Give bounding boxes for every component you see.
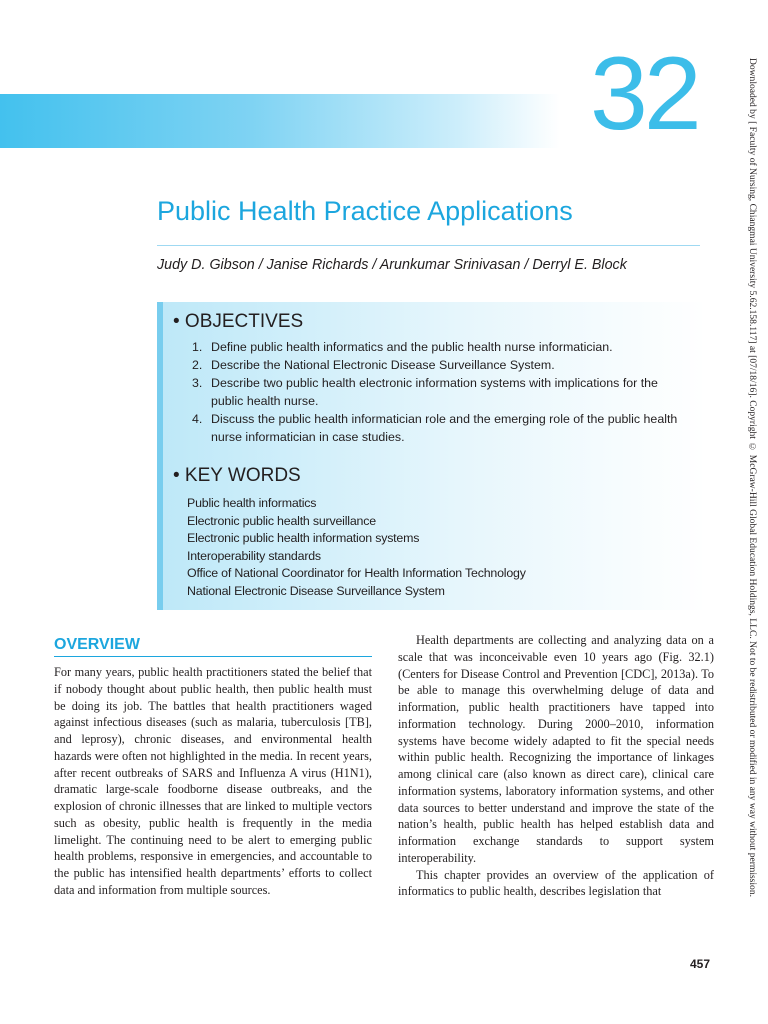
chapter-number: 32 <box>590 36 698 152</box>
copyright-notice <box>745 58 759 966</box>
objective-item: 4. Discuss the public health informatician role and the emerging role of the public health nurse informatician in case studies. <box>192 412 678 444</box>
page-number: 457 <box>690 957 711 971</box>
overview-heading: OVERVIEW <box>54 636 140 653</box>
key-words-list <box>187 495 526 601</box>
key-word-item: National Electronic Disease Surveillance System <box>187 583 445 598</box>
key-word-item: Interoperability standards <box>187 548 321 563</box>
objectives-list <box>192 338 692 446</box>
objective-item: 2. Describe the National Electronic Disease Surveillance System. <box>192 358 555 372</box>
copyright-text: Downloaded by [ Faculty of Nursing, Chiangmai University 5.62.158.117] at [07/18/16]. Copyright © McGraw-Hill Global Education Holdings, LLC. Not to be redistributed or modified in any way without permission. <box>747 58 758 897</box>
left-column <box>54 664 372 899</box>
objectives-heading: • OBJECTIVES <box>173 311 304 332</box>
objective-item: 3. Describe two public health electronic information systems with implications for the public health nurse. <box>192 376 658 408</box>
title-divider <box>157 245 700 246</box>
overview-divider <box>54 656 372 657</box>
chapter-header-band <box>0 94 560 148</box>
key-word-item: Office of National Coordinator for Health Information Technology <box>187 566 526 581</box>
key-word-item: Public health informatics <box>187 496 317 510</box>
overview-paragraph: For many years, public health practitioners stated the belief that if nobody thought about public health, then public health must be doing its job. The battles that health practitioners waged against infectious diseases (such as malaria, tuberculosis [TB], and leprosy), chronic diseases, and environmental health hazards were often not highlighted in the media. In recent years, after recent outbreaks of SARS and Influenza A virus (H1N1), dramatic large-scale foodborne disease outbreaks, and the explosion of chronic illnesses that are linked to multiple vectors such as obesity, public health is frequently in the media limelight. The continuing need to be alert to emerging public health problems, responsive in emergencies, and accountable to the public has intensified health departments’ efforts to collect data and information from multiple sources. <box>54 665 372 897</box>
body-paragraph: Health departments are collecting and analyzing data on a scale that was inconceivable even 10 years ago (Fig. 32.1) (Centers for Disease Control and Prevention [CDC], 2013a). To be able to manage this overwhelming deluge of data and information, public health practitioners have tapped into information technology. During 2000–2010, information systems have become widely adapted to fit the special needs within public health. Recognizing the importance of linkages among clinical care (also known as direct care), clinical care information systems, laboratory information systems, and other data sources to better understand and improve the state of the nation’s health, public health has helped establish data and information exchange standards to support system interoperability. <box>398 633 714 865</box>
key-word-item: Electronic public health surveillance <box>187 513 376 528</box>
key-word-item: Electronic public health information systems <box>187 531 420 546</box>
objective-item: 1. Define public health informatics and the public health nurse informatician. <box>192 340 613 354</box>
right-column <box>398 632 714 900</box>
body-paragraph: This chapter provides an overview of the application of informatics to public health, describes legislation that <box>398 867 714 899</box>
chapter-authors: Judy D. Gibson / Janise Richards / Arunkumar Srinivasan / Derryl E. Block <box>157 257 627 273</box>
box-accent-edge <box>157 302 163 610</box>
key-words-heading: • KEY WORDS <box>173 465 301 486</box>
chapter-title: Public Health Practice Applications <box>157 196 573 226</box>
